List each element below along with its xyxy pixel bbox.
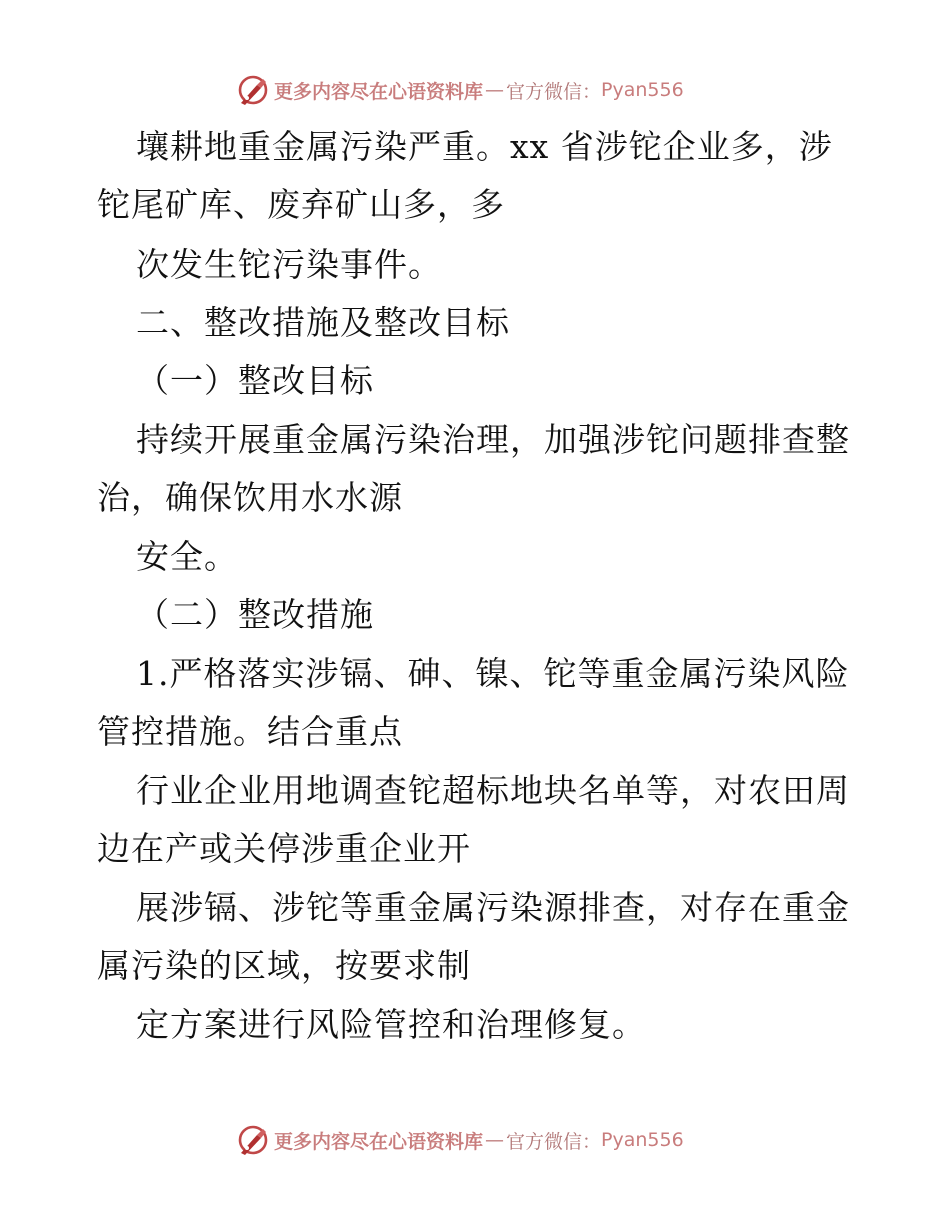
paragraph-line: 持续开展重金属污染治理，加强涉铊问题排查整	[136, 420, 850, 459]
footer-watermark	[236, 1123, 684, 1157]
paragraph-line: 展涉镉、涉铊等重金属污染源排查，对存在重金	[136, 888, 850, 927]
paragraph-line: 治，确保饮用水水源	[97, 478, 403, 517]
watermark-id: Pyan556	[601, 79, 684, 101]
watermark-id: Pyan556	[601, 1129, 684, 1151]
watermark-separator: —	[485, 79, 505, 101]
watermark-separator: —	[485, 1129, 505, 1151]
paragraph-line: 属污染的区域，按要求制	[97, 946, 471, 985]
subsection-heading: （二）整改措施	[136, 595, 374, 634]
paragraph-line: 壤耕地重金属污染严重。xx 省涉铊企业多，涉	[136, 127, 833, 166]
header-watermark	[236, 73, 684, 107]
subsection-heading: （一）整改目标	[136, 361, 374, 400]
paragraph-line: 行业企业用地调查铊超标地块名单等，对农田周	[136, 771, 850, 810]
watermark-text: 更多内容尽在心语资料库	[274, 80, 484, 103]
paragraph-line: 铊尾矿库、废弃矿山多，多	[97, 185, 505, 224]
watermark-text: 更多内容尽在心语资料库	[274, 1130, 484, 1153]
paragraph-line: 边在产或关停涉重企业开	[97, 829, 471, 868]
paragraph-line: 定方案进行风险管控和治理修复。	[136, 1005, 646, 1044]
pen-circle-logo-icon	[236, 1123, 270, 1157]
section-heading: 二、整改措施及整改目标	[136, 303, 510, 342]
watermark-label: 官方微信：	[506, 80, 602, 103]
paragraph-line: 管控措施。结合重点	[97, 712, 403, 751]
watermark-label: 官方微信：	[506, 1130, 602, 1153]
paragraph-line: 次发生铊污染事件。	[136, 245, 442, 284]
paragraph-line: 安全。	[136, 537, 238, 576]
paragraph-line: 1.严格落实涉镉、砷、镍、铊等重金属污染风险	[136, 654, 850, 693]
pen-circle-logo-icon	[236, 73, 270, 107]
